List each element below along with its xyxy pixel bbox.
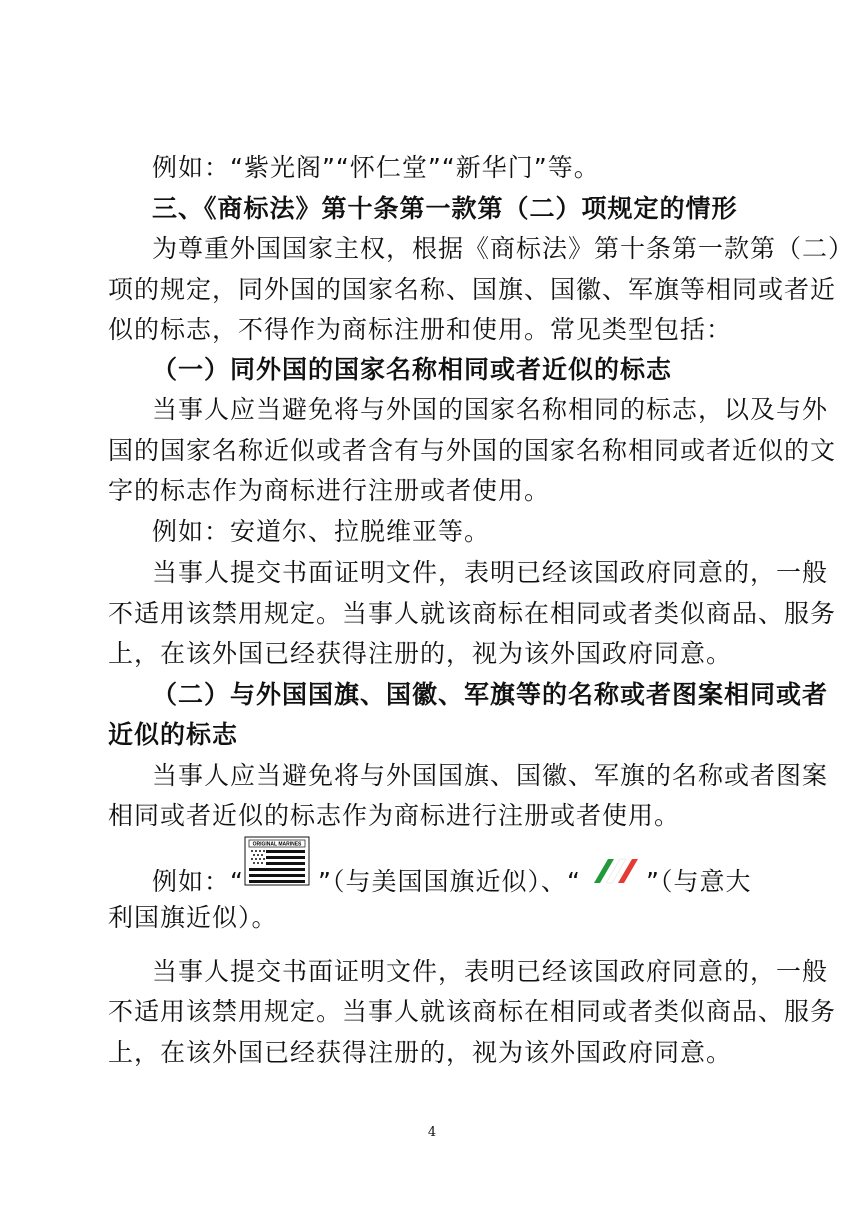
paragraph-4-line-1: 当事人应当避免将与外国国旗、国徽、军旗的名称或者图案	[152, 761, 829, 790]
paragraph-1-line-3: 似的标志，不得作为商标注册和使用。常见类型包括：	[108, 315, 733, 344]
example-line-1: 例如：“紫光阁”“怀仁堂”“新华门”等。	[152, 153, 600, 182]
paragraph-5-line-3: 上，在该外国已经获得注册的，视为该外国政府同意。	[108, 1038, 733, 1067]
marine-flag-icon	[244, 836, 310, 886]
paragraph-5-line-1: 当事人提交书面证明文件，表明已经该国政府同意的，一般	[152, 957, 829, 986]
subsection-heading-two-line-1: （二）与外国国旗、国徽、军旗等的名称或者图案相同或者	[152, 680, 829, 709]
paragraph-2-line-1: 当事人应当避免将与外国的国家名称相同的标志，以及与外	[152, 395, 829, 424]
paragraph-3-line-2: 不适用该禁用规定。当事人就该商标在相同或者类似商品、服务	[108, 599, 837, 628]
subsection-heading-one: （一）同外国的国家名称相同或者近似的标志	[152, 355, 673, 384]
example-line-3-middle: ”（与美国国旗近似）、“	[318, 867, 581, 896]
paragraph-2-line-3: 字的标志作为商标进行注册或者使用。	[108, 476, 551, 505]
paragraph-3-line-1: 当事人提交书面证明文件，表明已经该国政府同意的，一般	[152, 558, 829, 587]
italy-flag-trademark-image	[590, 855, 644, 885]
marine-flag-trademark-image	[244, 836, 310, 886]
example-line-3-end: ”（与意大	[646, 867, 752, 896]
paragraph-4-line-2: 相同或者近似的标志作为商标进行注册或者使用。	[108, 801, 681, 830]
italy-flag-icon	[590, 855, 644, 885]
paragraph-5-line-2: 不适用该禁用规定。当事人就该商标在相同或者类似商品、服务	[108, 997, 837, 1026]
example-line-2: 例如：安道尔、拉脱维亚等。	[152, 517, 491, 546]
subsection-heading-two-line-2: 近似的标志	[108, 720, 239, 749]
paragraph-1-line-2: 项的规定，同外国的国家名称、国旗、国徽、军旗等相同或者近	[108, 275, 837, 304]
paragraph-3-line-3: 上，在该外国已经获得注册的，视为该外国政府同意。	[108, 639, 733, 668]
page-number: 4	[427, 1125, 437, 1140]
marine-flag-label: ORIGINAL MARINES	[252, 841, 302, 848]
example-line-4: 利国旗近似）。	[108, 903, 278, 932]
paragraph-1-line-1: 为尊重外国国家主权，根据《商标法》第十条第一款第（二）	[152, 234, 855, 263]
example-line-3-start: 例如：“	[152, 867, 244, 896]
section-heading-three: 三、《商标法》第十条第一款第（二）项规定的情形	[152, 194, 738, 223]
paragraph-2-line-2: 国的国家名称近似或者含有与外国的国家名称相同或者近似的文	[108, 436, 837, 465]
